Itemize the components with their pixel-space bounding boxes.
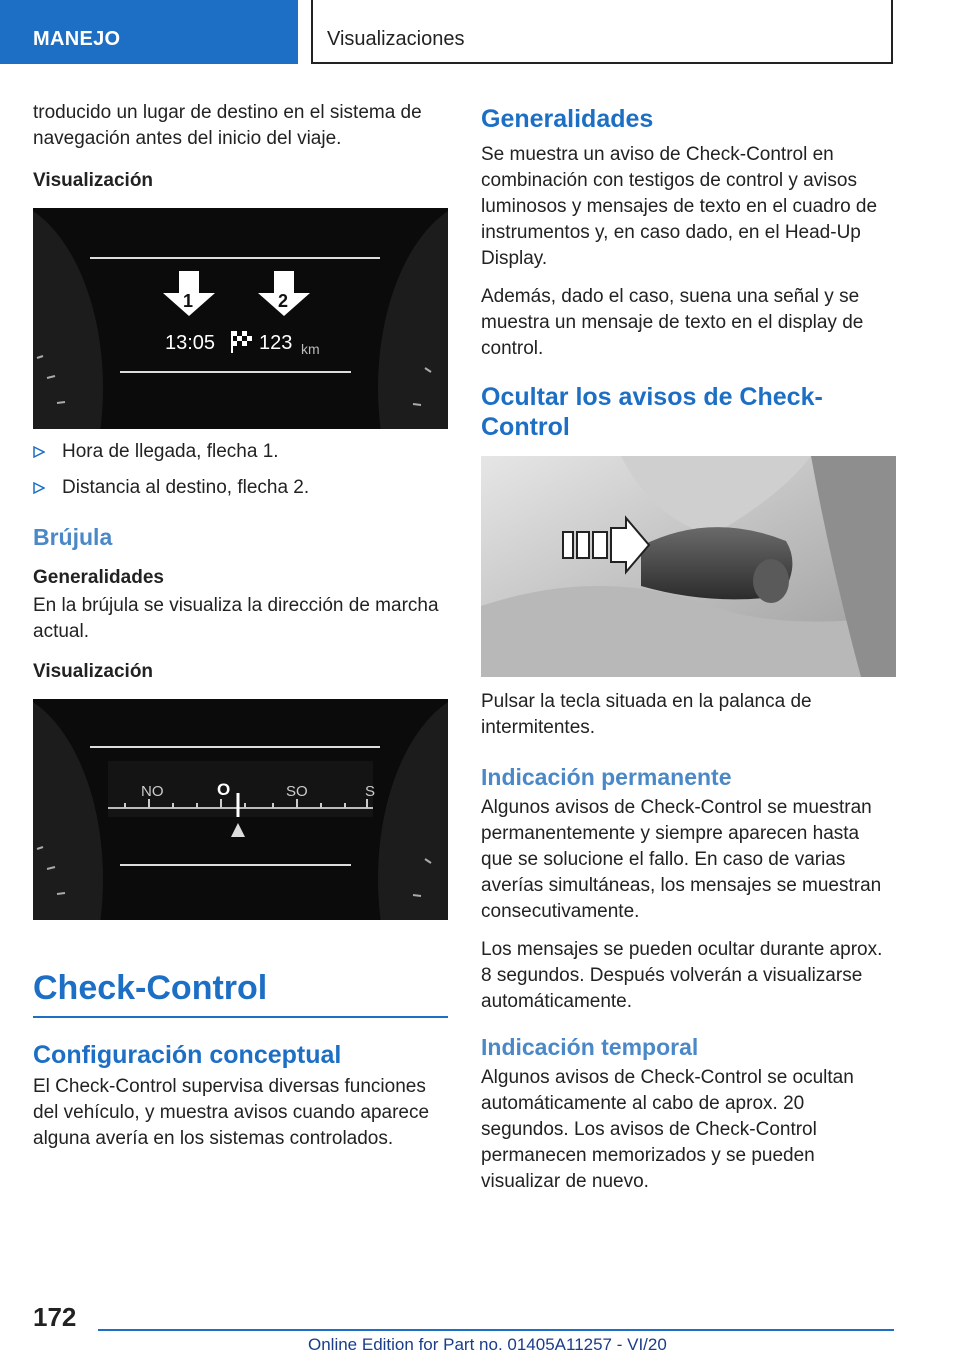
intro-paragraph: troducido un lugar de destino en el sistema de navegación antes del inicio del viaje. <box>33 102 422 149</box>
arrow-2-label: 2 <box>278 291 289 311</box>
generalidades-paragraph-1: Se muestra un aviso de Check-Control en combinación con testigos de control y avisos luminosos y mensajes de texto en el cuadro de instrumentos y, en caso dado, en el Head-Up Display. <box>481 144 878 269</box>
bullet-item-arrival <box>33 439 448 465</box>
bullet-text: Hora de llegada, flecha 1. <box>62 441 279 462</box>
right-column <box>481 100 896 1207</box>
distance-unit: km <box>301 341 320 357</box>
permanent-indication-heading: Indicación permanente <box>481 764 732 790</box>
compass-so-label: SO <box>286 783 308 800</box>
bullet-text: Distancia al destino, flecha 2. <box>62 477 310 498</box>
temporary-paragraph: Algunos avisos de Check-Control se ocultan automáticamente al cabo de aprox. 20 segundos. Los avisos de Check-Control permanecen memorizados y se pueden visualizar de nuevo. <box>481 1067 854 1192</box>
compass-heading: Brújula <box>33 524 113 550</box>
generalidades-heading: Generalidades <box>481 105 654 133</box>
compass-display-figure <box>33 699 448 920</box>
check-control-heading: Check-Control <box>33 966 448 1018</box>
bullet-item-distance <box>33 475 448 501</box>
generalidades-subheading: Generalidades <box>33 567 164 588</box>
visualization-heading-2: Visualización <box>33 661 154 682</box>
left-column <box>33 100 448 1164</box>
temporary-indication-heading: Indicación temporal <box>481 1034 699 1060</box>
turn-signal-lever-photo <box>481 456 896 677</box>
page-number: 172 <box>33 1302 77 1332</box>
footer-rule <box>98 1329 894 1331</box>
hide-warnings-heading: Ocultar los avisos de Check-Control <box>481 383 823 441</box>
arrival-display-figure <box>33 208 448 429</box>
config-paragraph: El Check-Control supervisa diversas funciones del vehículo, y muestra avisos cuando aparece alguna avería en los sistemas controlados. <box>33 1076 430 1149</box>
visualization-heading-1: Visualización <box>33 170 154 191</box>
chapter-title: Visualizaciones <box>327 28 465 50</box>
bullet-triangle-icon <box>33 446 45 458</box>
destination-distance: 123 <box>259 332 293 354</box>
chapter-header <box>311 0 893 64</box>
generalidades-paragraph-2: Además, dado el caso, suena una señal y se muestra un mensaje de texto en el display de control. <box>481 286 864 359</box>
permanent-paragraph-2: Los mensajes se pueden ocultar durante aprox. 8 segundos. Después volverán a visualizarse automáticamente. <box>481 939 883 1012</box>
config-heading: Configuración conceptual <box>33 1041 342 1069</box>
arrow-1-label: 1 <box>183 291 194 311</box>
permanent-paragraph-1: Algunos avisos de Check-Control se muestran permanentemente y siempre aparecen hasta que se solucione el fallo. En caso de varias averías simultáneas, los mensajes se muestran consecutivamente. <box>481 797 882 922</box>
arrival-time: 13:05 <box>165 332 216 354</box>
compass-paragraph: En la brújula se visualiza la dirección de marcha actual. <box>33 595 439 642</box>
compass-no-label: NO <box>141 783 164 800</box>
hide-warnings-paragraph: Pulsar la tecla situada en la palanca de intermitentes. <box>481 691 812 738</box>
section-tab <box>0 0 298 64</box>
footer-edition: Online Edition for Part no. 01405A11257 - VI/20 <box>308 1335 667 1354</box>
compass-s-label: S <box>365 783 376 800</box>
section-label: MANEJO <box>33 28 121 50</box>
bullet-triangle-icon <box>33 482 45 494</box>
compass-o-label: O <box>217 780 231 799</box>
